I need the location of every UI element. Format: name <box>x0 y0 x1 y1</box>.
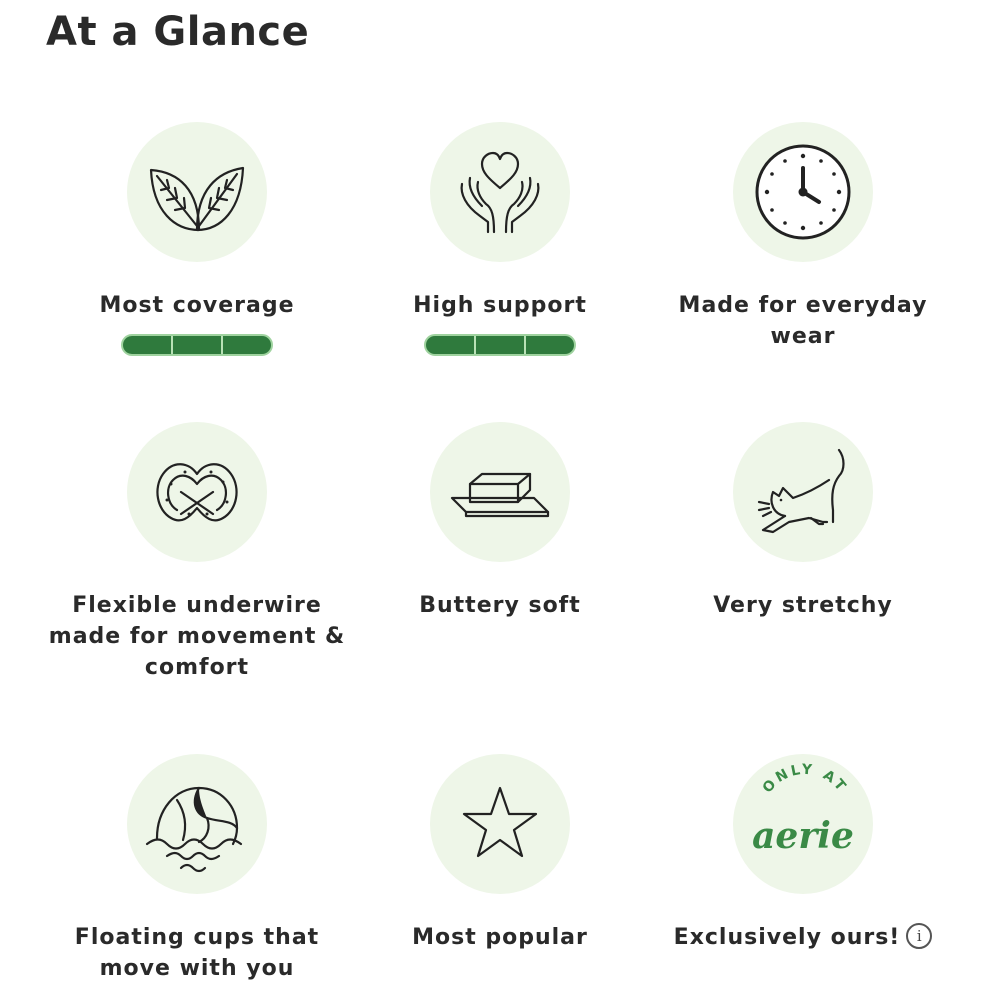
meter-segment <box>123 336 173 354</box>
feature-everyday <box>653 122 953 362</box>
clock-icon <box>733 122 873 262</box>
page-title: At a Glance <box>46 9 310 55</box>
meter-segment <box>223 336 271 354</box>
feature-label: High support <box>413 293 587 318</box>
feature-label: Flexible underwire made for movement & comfort <box>48 593 346 680</box>
feature-label: Floating cups that move with you <box>74 925 320 981</box>
feature-support <box>350 122 650 362</box>
feature-label: Most popular <box>412 925 588 950</box>
badge-brand-text: aerie <box>752 815 854 857</box>
feature-underwire <box>47 422 347 692</box>
only-at-aerie-badge <box>733 754 873 894</box>
coverage-meter <box>121 334 273 356</box>
meter-segment <box>476 336 526 354</box>
feature-label: Made for everyday wear <box>678 293 928 349</box>
feature-exclusive <box>653 754 953 994</box>
feature-label: Very stretchy <box>713 593 893 618</box>
feature-stretchy <box>653 422 953 662</box>
feature-floating-cups <box>47 754 347 994</box>
stretching-cat-icon <box>733 422 873 562</box>
feature-most-popular <box>350 754 650 994</box>
badge-top-text: ONLY AT <box>759 761 851 797</box>
meter-segment <box>173 336 223 354</box>
meter-segment <box>526 336 574 354</box>
exclusive-label-text: Exclusively ours! <box>673 925 901 950</box>
feature-label: Most coverage <box>99 293 295 318</box>
butter-icon <box>430 422 570 562</box>
info-icon[interactable]: i <box>906 923 932 949</box>
feature-label: Buttery soft <box>419 593 581 618</box>
feature-label <box>653 922 953 953</box>
star-icon <box>430 754 570 894</box>
svg-text:ONLY AT <box>760 762 851 797</box>
feature-coverage <box>47 122 347 362</box>
feature-buttery-soft <box>350 422 650 662</box>
meter-segment <box>426 336 476 354</box>
leaves-icon <box>127 122 267 262</box>
support-meter <box>424 334 576 356</box>
beach-ball-icon <box>127 754 267 894</box>
pretzel-icon <box>127 422 267 562</box>
hands-heart-icon <box>430 122 570 262</box>
